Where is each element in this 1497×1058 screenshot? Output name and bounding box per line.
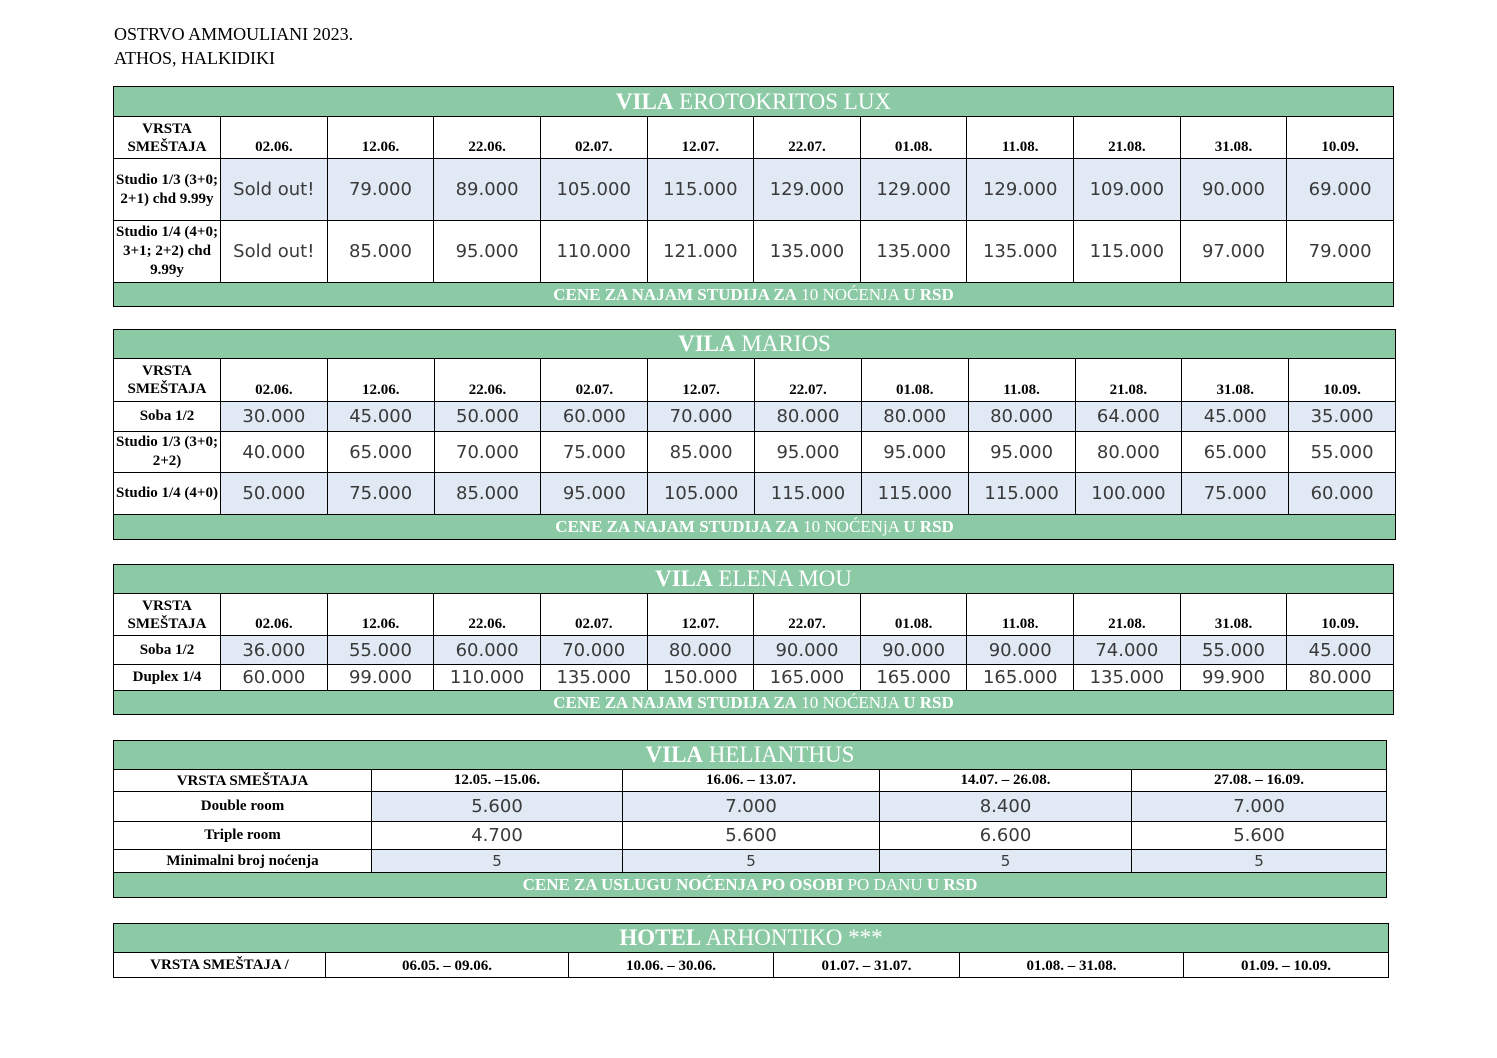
- row-label: Minimalni broj noćenja: [114, 850, 372, 873]
- price-cell: 4.700: [372, 822, 623, 850]
- price-cell: 75.000: [327, 473, 434, 515]
- date-header: 11.08.: [967, 594, 1074, 636]
- price-cell: 95.000: [861, 432, 968, 473]
- price-cell: Sold out!: [221, 159, 328, 221]
- price-cell: 80.000: [1075, 432, 1182, 473]
- price-cell: 135.000: [754, 221, 861, 283]
- min-nights-cell: 5: [372, 850, 623, 873]
- price-cell: 129.000: [967, 159, 1074, 221]
- date-header: 10.09.: [1287, 594, 1394, 636]
- price-cell: 60.000: [1289, 473, 1396, 515]
- price-cell: 115.000: [861, 473, 968, 515]
- date-header: 31.08.: [1180, 117, 1287, 159]
- price-cell: 129.000: [860, 159, 967, 221]
- price-cell: 109.000: [1074, 159, 1181, 221]
- row-label: Studio 1/4 (4+0; 3+1; 2+2) chd 9.99y: [114, 221, 221, 283]
- table-footer: CENE ZA NAJAM STUDIJA ZA 10 NOĆENjA U RSD: [114, 515, 1396, 540]
- price-cell: 60.000: [541, 402, 648, 432]
- table-title: VILA EROTOKRITOS LUX: [114, 87, 1394, 117]
- document-title: [114, 22, 353, 70]
- date-header: 21.08.: [1075, 359, 1182, 402]
- date-header: 01.08.: [860, 594, 967, 636]
- price-cell: 95.000: [434, 221, 541, 283]
- row-label: Double room: [114, 792, 372, 822]
- date-header: 22.07.: [755, 359, 862, 402]
- min-nights-cell: 5: [880, 850, 1132, 873]
- price-cell: 65.000: [1182, 432, 1289, 473]
- period-header: 27.08. – 16.09.: [1132, 770, 1387, 792]
- date-header: 02.07.: [541, 359, 648, 402]
- price-cell: 165.000: [860, 665, 967, 691]
- price-cell: 70.000: [648, 402, 755, 432]
- price-cell: 115.000: [968, 473, 1075, 515]
- price-cell: 115.000: [647, 159, 754, 221]
- date-header: 01.08.: [860, 117, 967, 159]
- date-header: 10.09.: [1287, 117, 1394, 159]
- price-cell: 85.000: [327, 221, 434, 283]
- price-cell: 69.000: [1287, 159, 1394, 221]
- date-header: 22.06.: [434, 594, 541, 636]
- date-header: 11.08.: [968, 359, 1075, 402]
- price-cell: 99.900: [1180, 665, 1287, 691]
- date-header: 12.06.: [327, 594, 434, 636]
- header-row: [114, 594, 1394, 636]
- price-cell: 105.000: [540, 159, 647, 221]
- table-row: [114, 159, 1394, 221]
- period-header: 10.06. – 30.06.: [569, 953, 774, 978]
- price-cell: 55.000: [1180, 636, 1287, 665]
- min-nights-cell: 5: [623, 850, 880, 873]
- period-header: 01.08. – 31.08.: [960, 953, 1184, 978]
- period-header: 01.07. – 31.07.: [774, 953, 960, 978]
- price-cell: 110.000: [434, 665, 541, 691]
- corner-label: VRSTA SMEŠTAJA: [114, 594, 221, 636]
- price-cell: 55.000: [327, 636, 434, 665]
- table-title: HOTEL ARHONTIKO ***: [114, 924, 1389, 953]
- table-title: VILA HELIANTHUS: [114, 741, 1387, 770]
- header-row: [114, 117, 1394, 159]
- price-cell: 36.000: [221, 636, 328, 665]
- price-cell: 129.000: [754, 159, 861, 221]
- date-header: 02.07.: [540, 594, 647, 636]
- price-cell: 135.000: [1074, 665, 1181, 691]
- price-cell: 55.000: [1289, 432, 1396, 473]
- price-cell: 45.000: [327, 402, 434, 432]
- price-cell: 40.000: [221, 432, 328, 473]
- price-cell: 79.000: [1287, 221, 1394, 283]
- table-elena-mou: [113, 564, 1394, 715]
- table-title: VILA ELENA MOU: [114, 565, 1394, 594]
- table-title: VILA MARIOS: [114, 330, 1396, 359]
- price-cell: 5.600: [1132, 822, 1387, 850]
- header-row: [114, 770, 1387, 792]
- date-header: 12.07.: [647, 117, 754, 159]
- date-header: 22.07.: [754, 117, 861, 159]
- date-header: 12.07.: [648, 359, 755, 402]
- date-header: 12.07.: [647, 594, 754, 636]
- price-cell: 45.000: [1182, 402, 1289, 432]
- date-header: 12.06.: [327, 117, 434, 159]
- table-row: [114, 402, 1396, 432]
- period-header: 14.07. – 26.08.: [880, 770, 1132, 792]
- price-cell: 135.000: [967, 221, 1074, 283]
- price-cell: 90.000: [967, 636, 1074, 665]
- price-cell: 50.000: [221, 473, 328, 515]
- row-label: Triple room: [114, 822, 372, 850]
- min-nights-cell: 5: [1132, 850, 1387, 873]
- date-header: 01.08.: [861, 359, 968, 402]
- table-footer: CENE ZA NAJAM STUDIJA ZA 10 NOĆENJA U RSD: [114, 283, 1394, 307]
- price-cell: 95.000: [755, 432, 862, 473]
- row-label: Studio 1/3 (3+0; 2+1) chd 9.99y: [114, 159, 221, 221]
- price-cell: 8.400: [880, 792, 1132, 822]
- price-cell: 7.000: [623, 792, 880, 822]
- price-cell: 135.000: [860, 221, 967, 283]
- price-cell: 165.000: [967, 665, 1074, 691]
- price-cell: 7.000: [1132, 792, 1387, 822]
- price-cell: 99.000: [327, 665, 434, 691]
- date-header: 02.06.: [221, 594, 328, 636]
- corner-label: VRSTA SMEŠTAJA /: [114, 953, 326, 978]
- price-cell: 110.000: [540, 221, 647, 283]
- date-header: 31.08.: [1182, 359, 1289, 402]
- price-cell: 80.000: [1287, 665, 1394, 691]
- header-row: [114, 359, 1396, 402]
- price-cell: 89.000: [434, 159, 541, 221]
- price-cell: 65.000: [327, 432, 434, 473]
- price-cell: 121.000: [647, 221, 754, 283]
- price-cell: 115.000: [1074, 221, 1181, 283]
- period-header: 06.05. – 09.06.: [326, 953, 569, 978]
- price-cell: 5.600: [372, 792, 623, 822]
- date-header: 22.06.: [434, 359, 541, 402]
- corner-label: VRSTA SMEŠTAJA: [114, 117, 221, 159]
- price-cell: 30.000: [221, 402, 328, 432]
- corner-label: VRSTA SMEŠTAJA: [114, 359, 221, 402]
- date-header: 12.06.: [327, 359, 434, 402]
- price-cell: 80.000: [968, 402, 1075, 432]
- table-row: [114, 473, 1396, 515]
- row-label: Studio 1/3 (3+0; 2+2): [114, 432, 221, 473]
- price-cell: 80.000: [647, 636, 754, 665]
- corner-label: VRSTA SMEŠTAJA: [114, 770, 372, 792]
- date-header: 02.07.: [540, 117, 647, 159]
- title-line-2: ATHOS, HALKIDIKI: [114, 48, 275, 68]
- date-header: 21.08.: [1074, 117, 1181, 159]
- title-line-1: OSTRVO AMMOULIANI 2023.: [114, 24, 354, 44]
- price-cell: 75.000: [541, 432, 648, 473]
- price-cell: 100.000: [1075, 473, 1182, 515]
- row-label: Studio 1/4 (4+0): [114, 473, 221, 515]
- price-cell: 75.000: [1182, 473, 1289, 515]
- date-header: 11.08.: [967, 117, 1074, 159]
- price-cell: 45.000: [1287, 636, 1394, 665]
- price-cell: 90.000: [860, 636, 967, 665]
- price-cell: 135.000: [540, 665, 647, 691]
- table-footer: CENE ZA USLUGU NOĆENJA PO OSOBI PO DANU U RSD: [114, 873, 1387, 898]
- table-erotokritos: [113, 86, 1394, 307]
- price-cell: 5.600: [623, 822, 880, 850]
- row-label: Duplex 1/4: [114, 665, 221, 691]
- price-cell: 6.600: [880, 822, 1132, 850]
- date-header: 31.08.: [1180, 594, 1287, 636]
- date-header: 02.06.: [221, 359, 328, 402]
- date-header: 21.08.: [1074, 594, 1181, 636]
- table-row: [114, 432, 1396, 473]
- price-cell: 50.000: [434, 402, 541, 432]
- price-cell: 97.000: [1180, 221, 1287, 283]
- price-cell: 90.000: [1180, 159, 1287, 221]
- period-header: 12.05. –15.06.: [372, 770, 623, 792]
- table-footer: CENE ZA NAJAM STUDIJA ZA 10 NOĆENJA U RSD: [114, 691, 1394, 715]
- price-cell: 105.000: [648, 473, 755, 515]
- price-cell: Sold out!: [221, 221, 328, 283]
- table-row: [114, 665, 1394, 691]
- table-helianthus: [113, 740, 1386, 898]
- date-header: 02.06.: [221, 117, 328, 159]
- date-header: 22.06.: [434, 117, 541, 159]
- period-header: 16.06. – 13.07.: [623, 770, 880, 792]
- table-row: [114, 221, 1394, 283]
- price-cell: 95.000: [968, 432, 1075, 473]
- header-row: [114, 953, 1389, 978]
- price-cell: 60.000: [221, 665, 328, 691]
- table-row: [114, 850, 1387, 873]
- price-cell: 64.000: [1075, 402, 1182, 432]
- price-cell: 74.000: [1074, 636, 1181, 665]
- row-label: Soba 1/2: [114, 636, 221, 665]
- price-cell: 79.000: [327, 159, 434, 221]
- table-marios: [113, 329, 1396, 540]
- price-cell: 80.000: [755, 402, 862, 432]
- price-cell: 85.000: [648, 432, 755, 473]
- row-label: Soba 1/2: [114, 402, 221, 432]
- period-header: 01.09. – 10.09.: [1184, 953, 1389, 978]
- price-cell: 95.000: [541, 473, 648, 515]
- price-cell: 150.000: [647, 665, 754, 691]
- price-cell: 80.000: [861, 402, 968, 432]
- table-arhontiko: [113, 923, 1388, 978]
- date-header: 22.07.: [754, 594, 861, 636]
- price-cell: 35.000: [1289, 402, 1396, 432]
- price-cell: 90.000: [754, 636, 861, 665]
- price-cell: 165.000: [754, 665, 861, 691]
- price-cell: 70.000: [540, 636, 647, 665]
- table-row: [114, 636, 1394, 665]
- table-row: [114, 822, 1387, 850]
- table-row: [114, 792, 1387, 822]
- price-cell: 60.000: [434, 636, 541, 665]
- price-cell: 70.000: [434, 432, 541, 473]
- price-cell: 85.000: [434, 473, 541, 515]
- price-cell: 115.000: [755, 473, 862, 515]
- date-header: 10.09.: [1289, 359, 1396, 402]
